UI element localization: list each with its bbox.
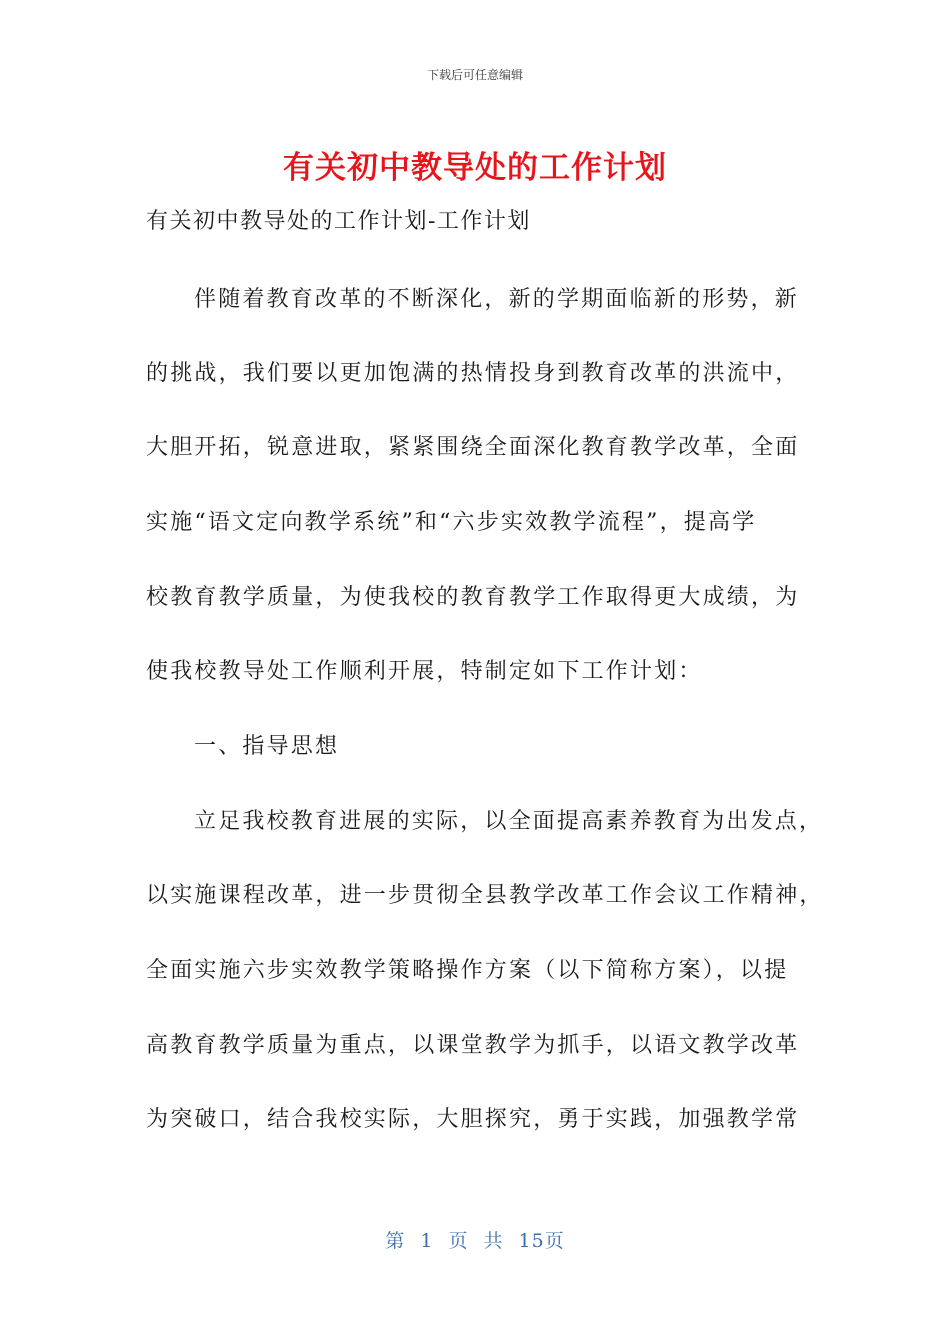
paragraph-line: 全面实施六步实效教学策略操作方案（以下简称方案），以提 bbox=[146, 958, 789, 983]
section-heading: 一、指导思想 bbox=[194, 734, 340, 759]
paragraph-line: 的挑战，我们要以更加饱满的热情投身到教育改革的洪流中， bbox=[146, 361, 800, 386]
document-title: 有关初中教导处的工作计划 bbox=[283, 150, 667, 186]
paragraph-line: 实施“语文定向教学系统”和“六步实效教学流程”，提高学 bbox=[146, 510, 757, 535]
paragraph-line: 以实施课程改革，进一步贯彻全县教学改革工作会议工作精神， bbox=[146, 883, 824, 908]
paragraph-line: 校教育教学质量，为使我校的教育教学工作取得更大成绩，为 bbox=[146, 585, 800, 610]
paragraph-line: 高教育教学质量为重点，以课堂教学为抓手，以语文教学改革 bbox=[146, 1033, 800, 1058]
page-number-footer: 第 1 页 共 15页 bbox=[385, 1230, 565, 1252]
paragraph-line: 为突破口，结合我校实际，大胆探究，勇于实践，加强教学常 bbox=[146, 1107, 800, 1132]
paragraph-line: 伴随着教育改革的不断深化，新的学期面临新的形势，新 bbox=[194, 287, 800, 312]
paragraph-line: 立足我校教育进展的实际，以全面提高素养教育为出发点， bbox=[194, 809, 824, 834]
paragraph-line: 使我校教导处工作顺利开展，特制定如下工作计划： bbox=[146, 659, 703, 684]
document-subtitle: 有关初中教导处的工作计划-工作计划 bbox=[146, 209, 531, 234]
paragraph-line: 大胆开拓，锐意进取，紧紧围绕全面深化教育教学改革，全面 bbox=[146, 435, 800, 460]
header-note: 下载后可任意编辑 bbox=[426, 68, 523, 82]
